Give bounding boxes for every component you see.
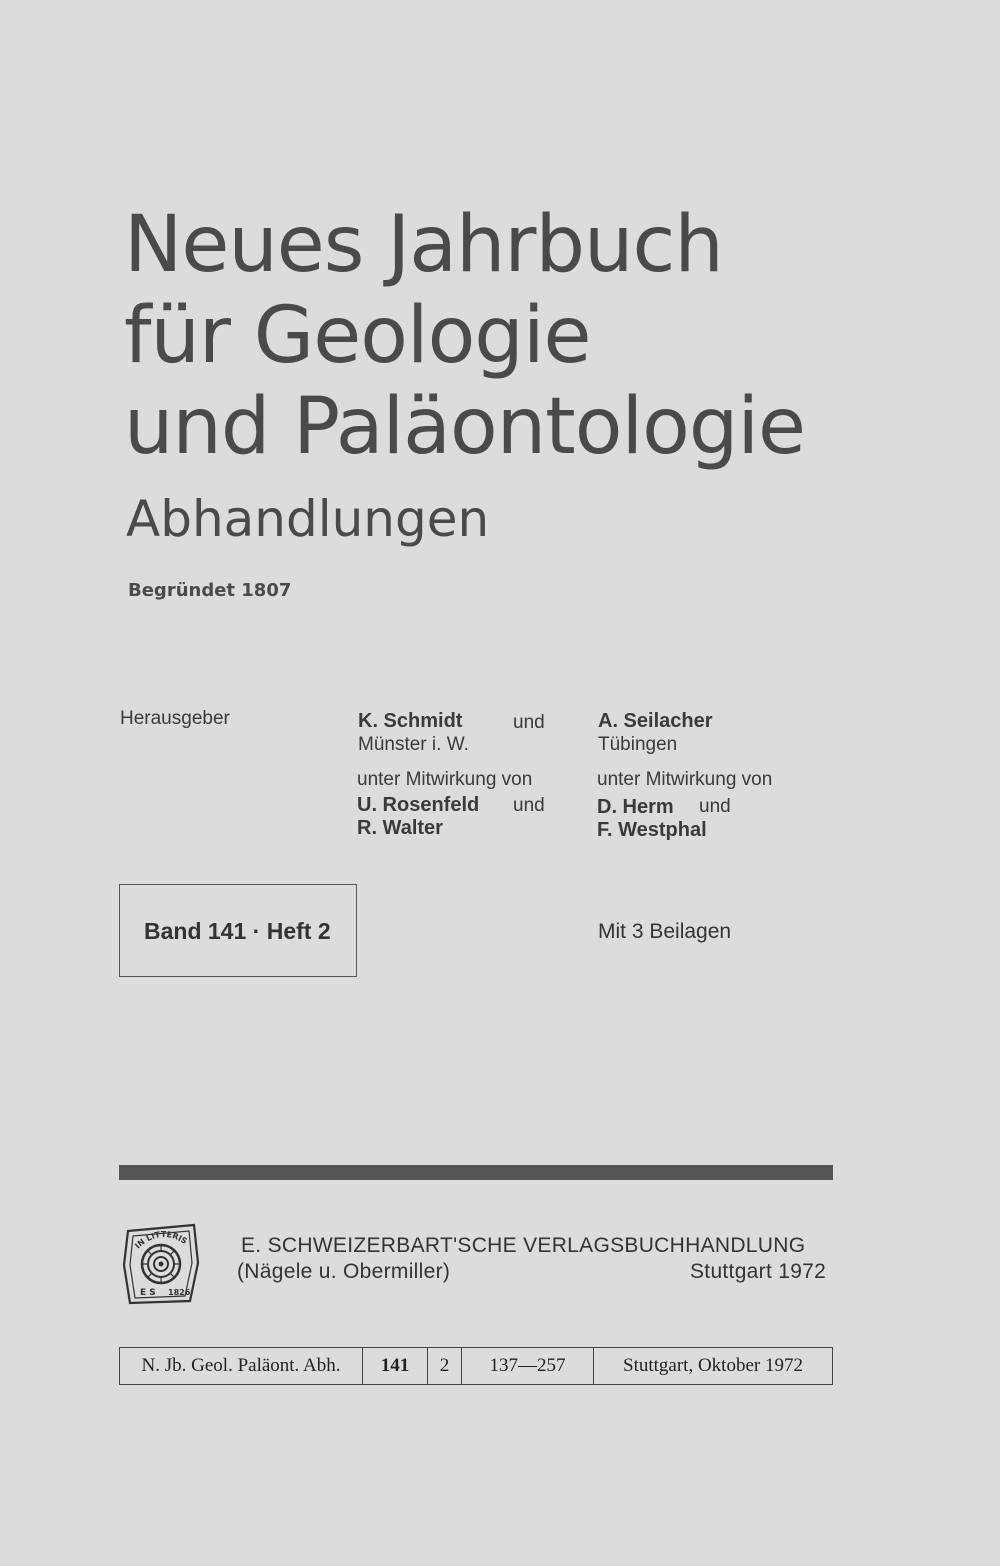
publisher-owners: (Nägele u. Obermiller) (237, 1260, 451, 1283)
citation-place-date: Stuttgart, Oktober 1972 (623, 1355, 803, 1376)
supplements-note: Mit 3 Beilagen (598, 920, 732, 943)
citation-pages: 137—257 (462, 1348, 594, 1384)
coop-left-2: R. Walter (357, 817, 443, 839)
editor2-place: Tübingen (598, 734, 678, 755)
title-line-2: für Geologie (124, 291, 591, 381)
citation-journal: N. Jb. Geol. Paläont. Abh. (120, 1348, 363, 1384)
coop-right-1: D. Herm (597, 796, 674, 818)
band-heft: Band 141 · Heft 2 (144, 918, 331, 944)
citation-volume: 141 (363, 1348, 428, 1384)
logo-motto: IN LITTERIS (133, 1229, 189, 1251)
title-line-3: und Paläontologie (124, 382, 806, 472)
ammonite-seal-icon (118, 1219, 204, 1307)
editors-and: und (513, 712, 545, 733)
coop-left-1: U. Rosenfeld (357, 794, 480, 816)
cooperation-right-label: unter Mitwirkung von (597, 769, 773, 790)
publisher-name: E. SCHWEIZERBART'SCHE VERLAGSBUCHHANDLUNG (241, 1234, 806, 1257)
editor1-name: K. Schmidt (358, 710, 463, 732)
citation-table (119, 1347, 833, 1385)
publisher-logo (118, 1219, 204, 1307)
subtitle: Abhandlungen (126, 490, 490, 548)
coop-right-2: F. Westphal (597, 819, 707, 841)
editors-label: Herausgeber (120, 708, 230, 729)
publisher-place-year: Stuttgart 1972 (690, 1260, 827, 1283)
logo-initials: E S (140, 1288, 156, 1298)
cooperation-left-label: unter Mitwirkung von (357, 769, 533, 790)
issue-box (119, 884, 357, 977)
citation-issue: 2 (428, 1348, 462, 1384)
title-line-1: Neues Jahrbuch (124, 200, 723, 290)
editor1-place: Münster i. W. (358, 734, 469, 755)
coop-right-and: und (699, 796, 731, 817)
founded-year: Begründet 1807 (128, 580, 292, 601)
divider-rule (119, 1165, 833, 1180)
editor2-name: A. Seilacher (598, 710, 713, 732)
logo-year: 1826 (168, 1288, 191, 1297)
coop-left-and: und (513, 795, 545, 816)
